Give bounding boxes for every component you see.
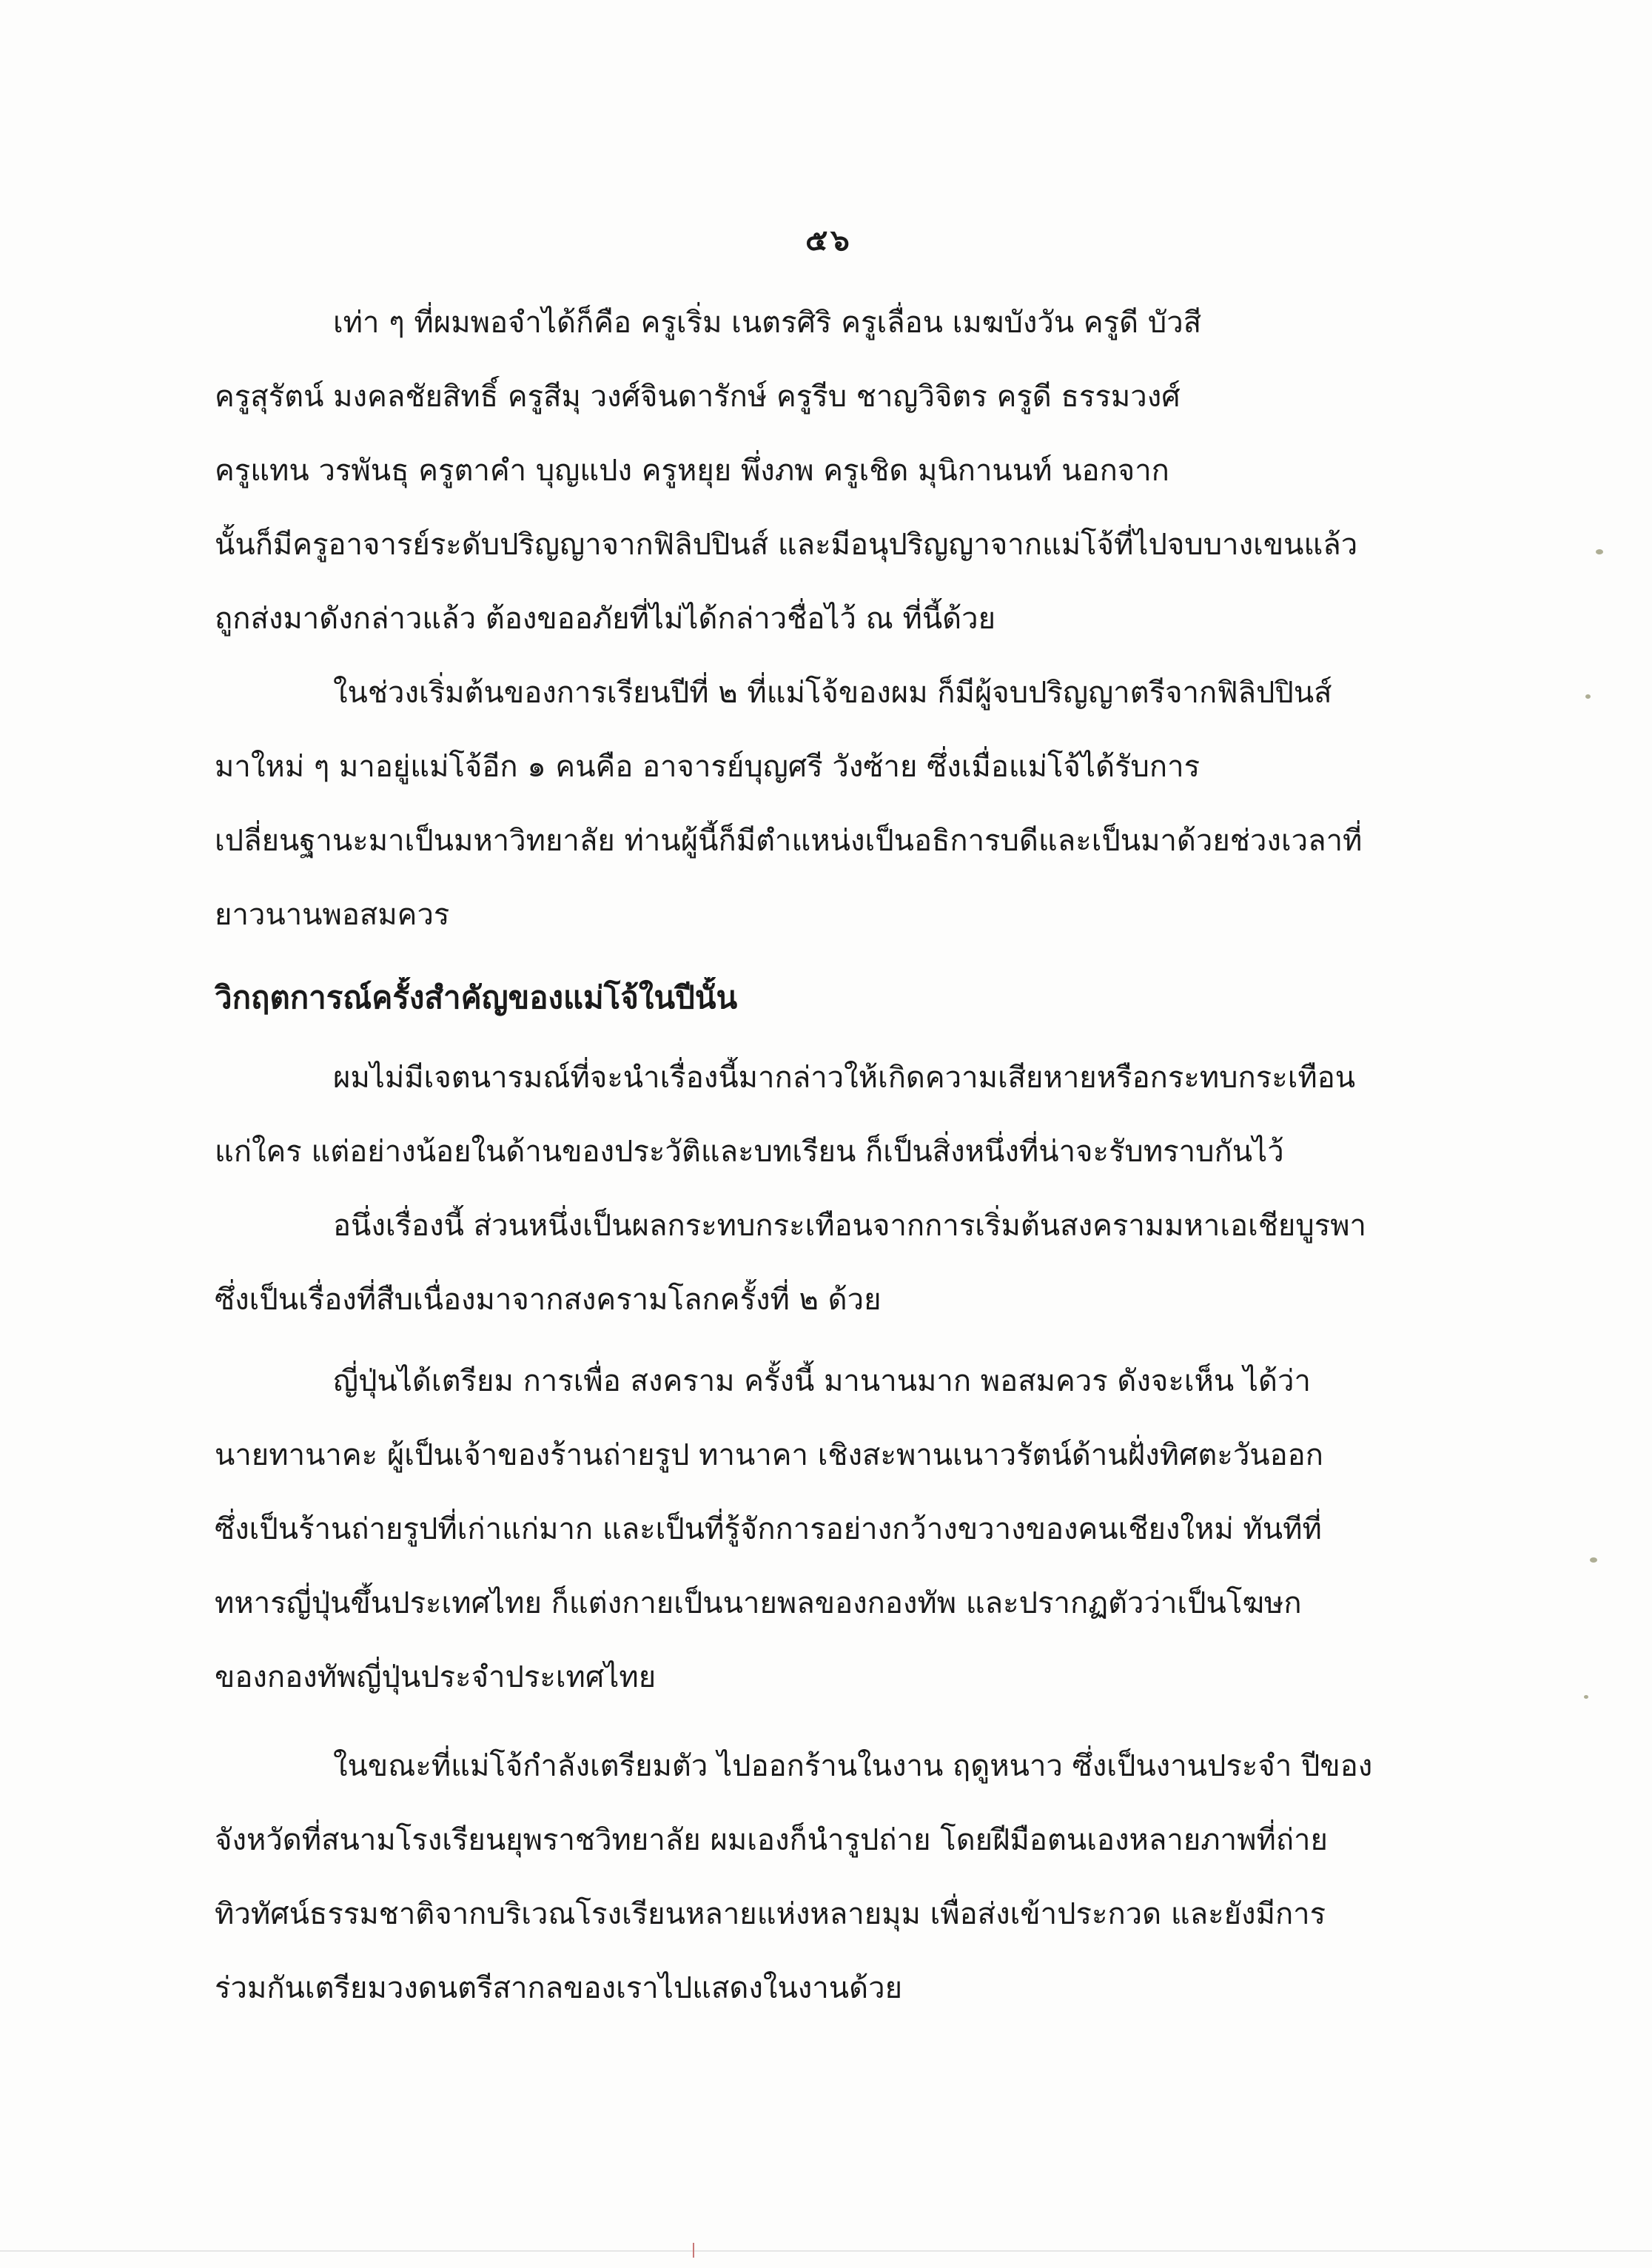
page-number: ๕๖ — [805, 223, 853, 258]
text-line: ทหารญี่ปุ่นขึ้นประเทศไทย ก็แต่งกายเป็นนายพลของกองทัพ และปรากฏตัวว่าเป็นโฆษก — [215, 1586, 1302, 1620]
text-line: มาใหม่ ๆ มาอยู่แม่โจ้อีก ๑ คนคือ อาจารย์บุญศรี วังซ้าย ซึ่งเมื่อแม่โจ้ได้รับการ — [215, 750, 1201, 784]
scan-speck — [1596, 549, 1603, 554]
text-line: ญี่ปุ่นได้เตรียม การเพื่อ สงคราม ครั้งนี้ มานานมาก พอสมควร ดังจะเห็น ได้ว่า — [333, 1364, 1311, 1398]
text-line: ซึ่งเป็นร้านถ่ายรูปที่เก่าแก่มาก และเป็นที่รู้จักการอย่างกว้างขวางของคนเชียงใหม่ ทันทีที่ — [215, 1512, 1322, 1546]
text-line: ถูกส่งมาดังกล่าวแล้ว ต้องขออภัยที่ไม่ได้กล่าวชื่อไว้ ณ ที่นี้ด้วย — [215, 602, 996, 636]
text-line: เปลี่ยนฐานะมาเป็นมหาวิทยาลัย ท่านผู้นี้ก็มีตำแหน่งเป็นอธิการบดีและเป็นมาด้วยช่วงเวลาที่ — [215, 824, 1363, 858]
text-line: จังหวัดที่สนามโรงเรียนยุพราชวิทยาลัย ผมเองก็นำรูปถ่าย โดยฝีมือตนเองหลายภาพที่ถ่าย — [215, 1823, 1328, 1857]
text-line: ผมไม่มีเจตนารมณ์ที่จะนำเรื่องนี้มากล่าวให้เกิดความเสียหายหรือกระทบกระเทือน — [333, 1061, 1356, 1095]
text-line: ครูสุรัตน์ มงคลชัยสิทธิ์ ครูสีมุ วงศ์จินดารักษ์ ครูรีบ ชาญวิจิตร ครูดี ธรรมวงศ์ — [215, 380, 1181, 414]
text-line: ครูแทน วรพันธุ ครูตาคำ บุญแปง ครูหยุย พึ่งภพ ครูเชิด มุนิกานนท์ นอกจาก — [215, 454, 1169, 488]
text-line: แก่ใคร แต่อย่างน้อยในด้านของประวัติและบทเรียน ก็เป็นสิ่งหนึ่งที่น่าจะรับทราบกันไว้ — [215, 1135, 1284, 1169]
text-line: อนึ่งเรื่องนี้ ส่วนหนึ่งเป็นผลกระทบกระเทือนจากการเริ่มต้นสงครามมหาเอเชียบูรพา — [333, 1209, 1367, 1243]
page-edge-line — [0, 2250, 1652, 2252]
text-line: นายทานาคะ ผู้เป็นเจ้าของร้านถ่ายรูป ทานาคา เชิงสะพานเนาวรัตน์ด้านฝั่งทิศตะวันออก — [215, 1438, 1323, 1472]
scan-speck — [1585, 694, 1591, 699]
scan-speck — [1590, 1557, 1597, 1563]
text-line: ของกองทัพญี่ปุ่นประจำประเทศไทย — [215, 1660, 657, 1694]
text-line: เท่า ๆ ที่ผมพอจำได้ก็คือ ครูเริ่ม เนตรศิริ ครูเลื่อน เมฆบังวัน ครูดี บัวสี — [333, 306, 1202, 340]
text-line: นั้นก็มีครูอาจารย์ระดับปริญญาจากฟิลิปปินส์ และมีอนุปริญญาจากแม่โจ้ที่ไปจบบางเขนแล้ว — [215, 528, 1358, 562]
section-heading: วิกฤตการณ์ครั้งสำคัญของแม่โจ้ในปีนั้น — [215, 979, 738, 1016]
text-line: ซึ่งเป็นเรื่องที่สืบเนื่องมาจากสงครามโลกครั้งที่ ๒ ด้วย — [215, 1283, 882, 1317]
page-edge-mark — [693, 2243, 694, 2258]
text-line: ทิวทัศน์ธรรมชาติจากบริเวณโรงเรียนหลายแห่งหลายมุม เพื่อส่งเข้าประกวด และยังมีการ — [215, 1897, 1326, 1931]
text-line: ในช่วงเริ่มต้นของการเรียนปีที่ ๒ ที่แม่โจ้ของผม ก็มีผู้จบปริญญาตรีจากฟิลิปปินส์ — [333, 676, 1332, 710]
text-line: ยาวนานพอสมควร — [215, 898, 450, 932]
text-line: ในขณะที่แม่โจ้กำลังเตรียมตัว ไปออกร้านในงาน ฤดูหนาว ซึ่งเป็นงานประจำ ปีของ — [333, 1749, 1373, 1783]
scan-speck — [1584, 1695, 1588, 1699]
text-line: ร่วมกันเตรียมวงดนตรีสากลของเราไปแสดงในงานด้วย — [215, 1971, 903, 2005]
